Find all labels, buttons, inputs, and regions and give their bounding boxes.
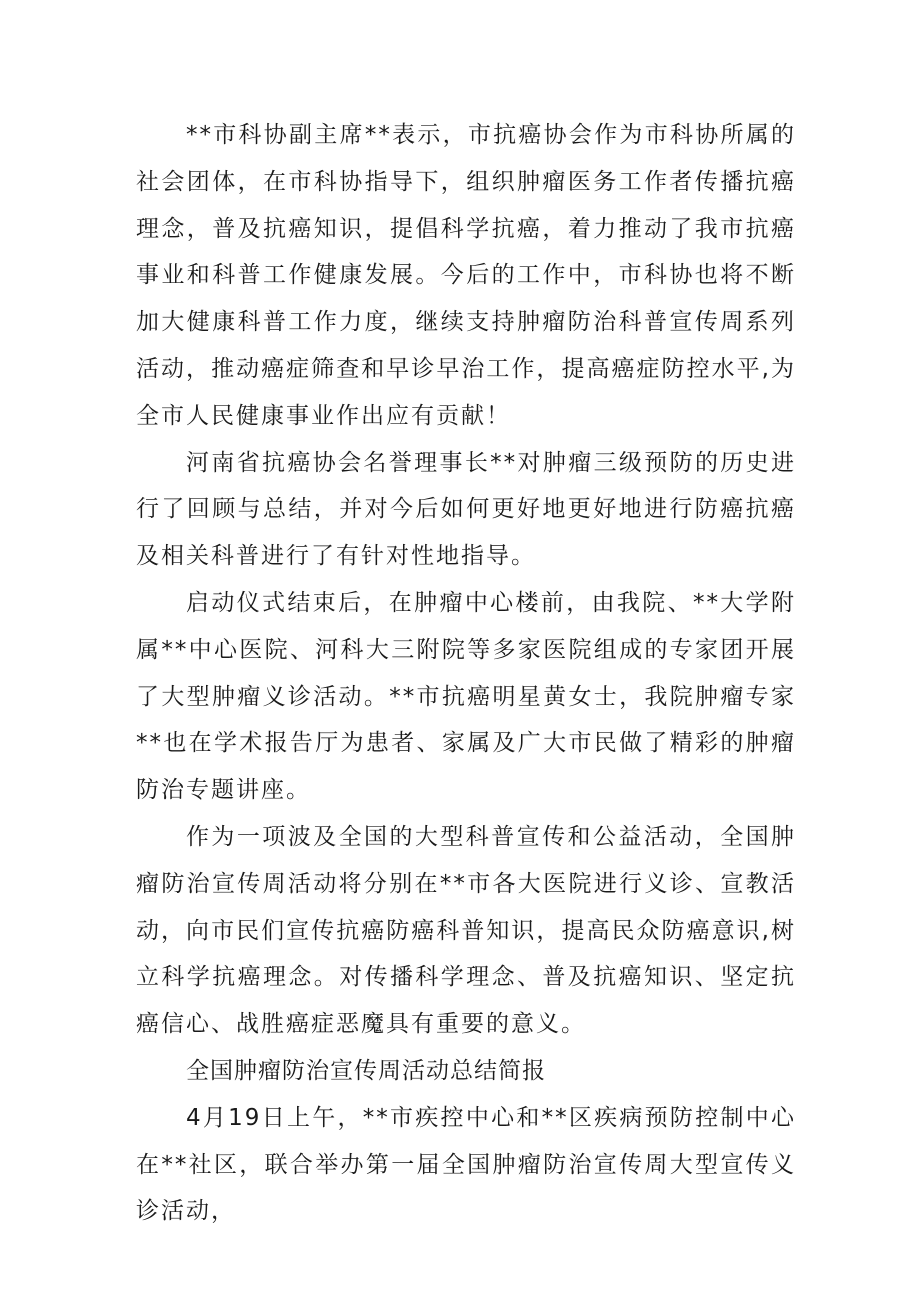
document-body: [136, 112, 796, 1235]
section-subtitle: 全国肿瘤防治宣传周活动总结简报: [186, 1057, 546, 1084]
paragraph-april-event: 4月19日上午，**市疾控中心和**区疾病预防控制中心在**社区，联合举办第一届全国肿瘤防治宣传周大型宣传义诊活动，: [136, 1104, 796, 1225]
paragraph-national-campaign: 作为一项波及全国的大型科普宣传和公益活动，全国肿瘤防治宣传周活动将分别在**市各大医院进行义诊、宣教活动，向市民们宣传抗癌防癌科普知识，提高民众防癌意识,树立科学抗癌理念。对传播科学理念、普及抗癌知识、坚定抗癌信心、战胜癌症恶魔具有重要的意义。: [136, 823, 796, 1038]
paragraph-free-clinic: 启动仪式结束后，在肿瘤中心楼前，由我院、**大学附属**中心医院、河科大三附院等多家医院组成的专家团开展了大型肿瘤义诊活动。**市抗癌明星黄女士，我院肿瘤专家**也在学术报告厅为患者、家属及广大市民做了精彩的肿瘤防治专题讲座。: [136, 589, 796, 804]
paragraph-henan-association: 河南省抗癌协会名誉理事长**对肿瘤三级预防的历史进行了回顾与总结，并对今后如何更好地更好地进行防癌抗癌及相关科普进行了有针对性地指导。: [136, 449, 796, 570]
paragraph-science-association: **市科协副主席**表示，市抗癌协会作为市科协所属的社会团体，在市科协指导下，组织肿瘤医务工作者传播抗癌理念，普及抗癌知识，提倡科学抗癌，着力推动了我市抗癌事业和科普工作健康发展。今后的工作中，市科协也将不断加大健康科普工作力度，继续支持肿瘤防治科普宣传周系列活动，推动癌症筛查和早诊早治工作，提高癌症防控水平,为全市人民健康事业作出应有贡献！: [136, 122, 796, 429]
